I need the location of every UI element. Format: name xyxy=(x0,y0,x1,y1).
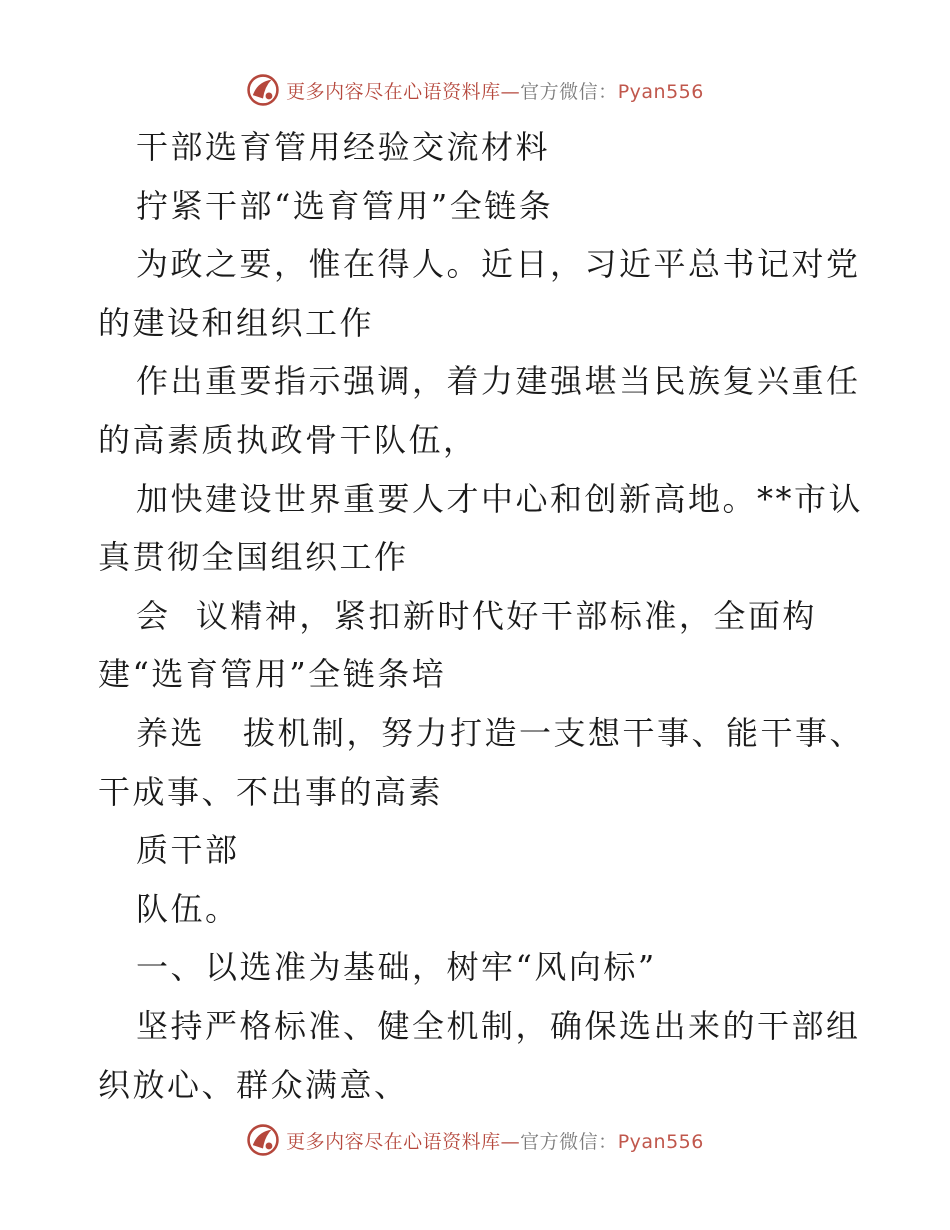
document-title: 干部选育管用经验交流材料 xyxy=(136,128,551,166)
watermark-site: 更多内容尽在心语资料库 xyxy=(286,1130,501,1153)
watermark-wechat-label: 官方微信： xyxy=(520,80,618,103)
section-heading: 一、以选准为基础，树牢“风向标” xyxy=(136,948,657,987)
watermark-separator: — xyxy=(500,1130,521,1153)
document-subtitle: 拧紧干部“选育管用”全链条 xyxy=(136,186,554,225)
paragraph-line: 干成事、不出事的高素 xyxy=(98,772,444,811)
paragraph-line: 质干部 xyxy=(136,831,240,870)
paragraph-line: 队伍。 xyxy=(136,889,240,928)
paragraph-line: 真贯彻全国组织工作 xyxy=(98,538,409,577)
paragraph-line: 的建设和组织工作 xyxy=(98,303,375,342)
paragraph-line: 织放心、群众满意、 xyxy=(98,1065,409,1104)
paragraph-line: 建“选育管用”全链条培 xyxy=(98,655,447,694)
paragraph-line: 加快建设世界重要人才中心和创新高地。**市认 xyxy=(136,479,864,518)
seal-logo-icon xyxy=(246,73,280,107)
paragraph-line: 为政之要，惟在得人。近日，习近平总书记对党 xyxy=(136,245,861,284)
paragraph-line: 养选 拔机制，努力打造一支想干事、能干事、 xyxy=(136,713,865,752)
watermark-wechat-label: 官方微信： xyxy=(520,1130,618,1153)
paragraph-line: 坚持严格标准、健全机制，确保选出来的干部组 xyxy=(136,1006,861,1045)
header-watermark xyxy=(0,70,950,110)
footer-watermark xyxy=(0,1120,950,1160)
paragraph-line: 的高素质执政骨干队伍， xyxy=(98,420,478,459)
watermark-wechat-id: Pyan556 xyxy=(617,80,704,103)
watermark-text xyxy=(286,1127,704,1154)
watermark-text xyxy=(286,77,704,104)
paragraph-line: 会 议精神，紧扣新时代好干部标准，全面构 xyxy=(136,596,817,635)
watermark-separator: — xyxy=(500,80,521,103)
document-body xyxy=(98,118,865,1114)
seal-logo-icon xyxy=(246,1123,280,1157)
watermark-site: 更多内容尽在心语资料库 xyxy=(286,80,501,103)
paragraph-line: 作出重要指示强调，着力建强堪当民族复兴重任 xyxy=(136,362,861,401)
watermark-wechat-id: Pyan556 xyxy=(617,1130,704,1153)
